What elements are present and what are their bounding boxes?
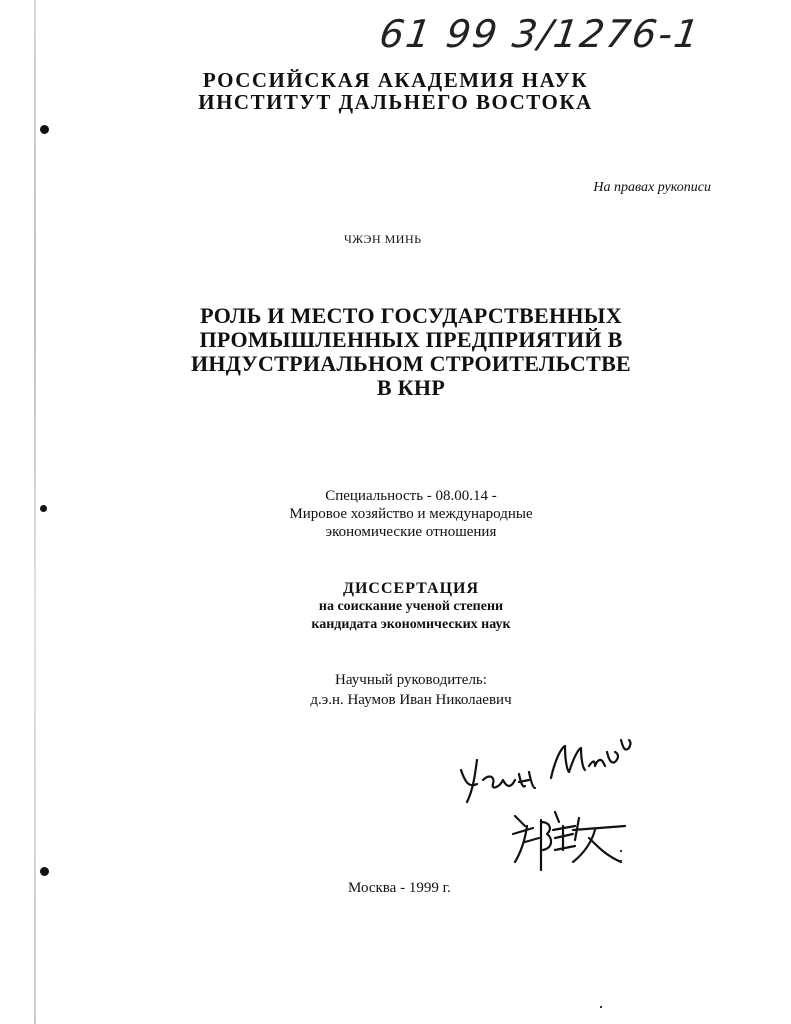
dissertation-heading: ДИССЕРТАЦИЯ	[342, 580, 480, 597]
supervisor-name: д.э.н. Наумов Иван Николаевич	[310, 692, 512, 708]
specialty-name-line-1: Мировое хозяйство и международные	[289, 506, 533, 522]
specialty-name-line-2: экономические отношения	[325, 524, 497, 540]
supervisor-label: Научный руководитель:	[335, 672, 487, 688]
degree-line-2: кандидата экономических наук	[311, 617, 511, 632]
punch-hole-mark	[40, 867, 49, 876]
handwritten-signature	[455, 730, 645, 880]
title-line-4: В КНР	[376, 375, 446, 400]
specialty-code: Специальность - 08.00.14 -	[325, 488, 497, 504]
degree-line-1: на соискание ученой степени	[318, 599, 504, 614]
place-and-year: Москва - 1999 г.	[348, 880, 451, 896]
scan-speck	[620, 860, 622, 862]
scan-speck	[600, 1006, 602, 1008]
manuscript-rights-note: На правах рукописи	[593, 180, 711, 195]
author-name: ЧЖЭН МИНЬ	[344, 232, 422, 246]
title-line-2: ПРОМЫШЛЕННЫХ ПРЕДПРИЯТИЙ В	[199, 327, 623, 352]
title-line-1: РОЛЬ И МЕСТО ГОСУДАРСТВЕННЫХ	[200, 303, 622, 328]
author-signature	[455, 730, 645, 885]
title-line-3: ИНДУСТРИАЛЬНОМ СТРОИТЕЛЬСТВЕ	[190, 351, 632, 376]
scan-speck	[620, 850, 622, 852]
organization-line-1: РОССИЙСКАЯ АКАДЕМИЯ НАУК	[202, 68, 589, 92]
organization-line-2: ИНСТИТУТ ДАЛЬНЕГО ВОСТОКА	[198, 90, 593, 114]
punch-hole-mark	[40, 125, 49, 134]
archive-number: 61 99 3/1276-1	[376, 12, 704, 56]
